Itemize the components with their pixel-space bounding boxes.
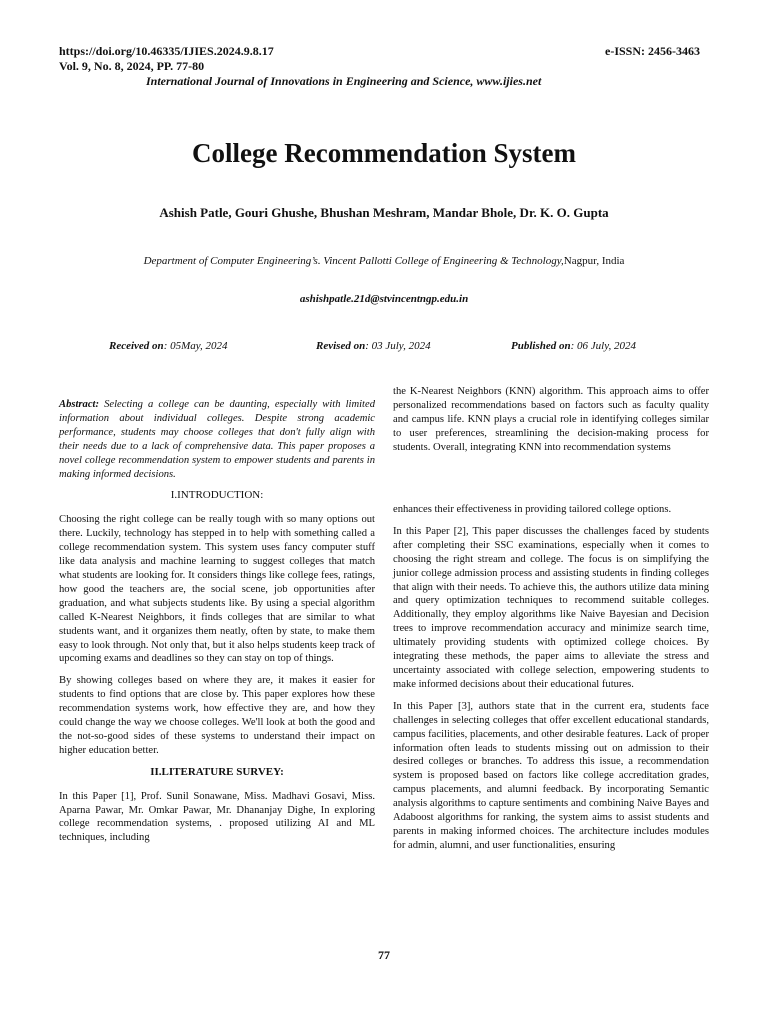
right-paragraph-4: In this Paper [3], authors state that in the current era, students face challenges in selecting colleges that offer excellent educational standards, campus facilities, placements, and other desirable features. Lack of proper information often leads to students missing out on admission to their desired colleges or branches. To address this issue, a recommendation system is proposed based on factors like college accreditation grades, campus placements, and alumni feedback. By incorporating Semantic analysis algorithms to capture sentiments and combining Naive Bayes and Adaboost algorithms for ranking, the system aims to assist students and parents in making informed choices. The architecture includes modules for admin, alumni, and user functionalities, ensuring (393, 700, 709, 851)
right-paragraph-2: enhances their effectiveness in providing tailored college options. (393, 504, 672, 515)
right-column-top (393, 385, 709, 463)
left-column (59, 398, 375, 853)
journal-name: International Journal of Innovations in Engineering and Science, www.ijies.net (146, 74, 542, 88)
intro-paragraph-2: By showing colleges based on where they are, it makes it easier for students to find options that are close by. This paper explores how these recommendation systems work, how effective they are, and how they could change the way we choose colleges. We'll look at both the good and the not-so-good sides of these systems to understand their impact on higher education better. (59, 675, 375, 756)
author-list: Ashish Patle, Gouri Ghushe, Bhushan Meshram, Mandar Bhole, Dr. K. O. Gupta (159, 205, 609, 220)
page-number: 77 (378, 948, 390, 962)
intro-paragraph-1: Choosing the right college can be really tough with so many options out there. Luckily, technology has stepped in to help with something called a college recommendation system. This system uses fancy computer stuff like data analysis and machine learning to suggest colleges that match what students are looking for. It considers things like college fees, ratings, how good the teachers are, the social scene, job opportunities after graduation, and what subjects students like. By using a special algorithm called K-Nearest Neighbors, it finds colleges that are similar to what students want, and it organizes them neatly, often by state, to make them easy to look through. Not only that, but it also helps students keep track of upcoming exams and deadlines so they can stay on top of things. (59, 514, 375, 665)
abstract-text: Selecting a college can be daunting, especially with limited information about individual colleges. Despite strong academic performance, students may choose colleges that don't fully align with their needs due to a lack of comprehensive data. This paper proposes a novel college recommendation system to empower students and parents in making informed decisions. (59, 399, 375, 480)
revised-label: Revised on (316, 340, 366, 352)
intro-heading: I.INTRODUCTION: (170, 489, 264, 502)
literature-paragraph-1: In this Paper [1], Prof. Sunil Sonawane, Miss. Madhavi Gosavi, Miss. Aparna Pawar, Mr. Omkar Pawar, Mr. Dhananjay Dighe, In exploring college recommendation systems, . proposed utilizing AI and ML techniques, including (59, 790, 375, 844)
abstract (59, 398, 375, 481)
paper-title: College Recommendation System (192, 138, 576, 168)
volume-info: Vol. 9, No. 8, 2024, PP. 77-80 (59, 59, 205, 73)
published-label: Published on (511, 340, 571, 352)
affiliation-main: Department of Computer Engineering’s. Vincent Pallotti College of Engineering & Technology, (143, 255, 564, 267)
abstract-label: Abstract: (59, 399, 100, 410)
received-value: : 05May, 2024 (163, 340, 228, 352)
right-paragraph-1: the K-Nearest Neighbors (KNN) algorithm. This approach aims to offer personalized recommendations based on factors such as faculty quality and campus life. KNN plays a crucial role in identifying colleges similar to user preferences, streamlining the decision-making process for students. Overall, integrating KNN into recommendation systems (393, 386, 709, 453)
received-date (109, 340, 228, 352)
doi-link[interactable]: https://doi.org/10.46335/IJIES.2024.9.8.17 (59, 44, 274, 58)
affiliation-city: Nagpur, India (563, 255, 625, 267)
revised-date (316, 340, 431, 352)
right-column-main (393, 503, 709, 861)
published-date (511, 340, 636, 352)
affiliation (0, 255, 768, 267)
issn: e-ISSN: 2456-3463 (605, 44, 700, 58)
published-value: : 06 July, 2024 (570, 340, 636, 352)
right-paragraph-3: In this Paper [2], This paper discusses the challenges faced by students after completing their SSC examinations, especially when it comes to choosing the right stream and college. The focus is on simplifying the junior college admission process and assisting students in finding colleges that align with their needs. To achieve this, the authors utilize data mining and query optimization techniques to recommend suitable colleges. Additionally, they employ algorithms like Naive Bayesian and Decision trees to improve recommendation accuracy and minimize search time, ultimately providing students with optimized college choices. By integrating these methods, the paper aims to alleviate the stress and uncertainty associated with college selection, empowering students to make informed decisions about their educational futures. (393, 525, 709, 690)
author-email[interactable]: ashishpatle.21d@stvincentngp.edu.in (299, 293, 469, 305)
received-label: Received on (109, 340, 164, 352)
revised-value: : 03 July, 2024 (365, 340, 431, 352)
literature-survey-heading: II.LITERATURE SURVEY: (150, 765, 284, 778)
